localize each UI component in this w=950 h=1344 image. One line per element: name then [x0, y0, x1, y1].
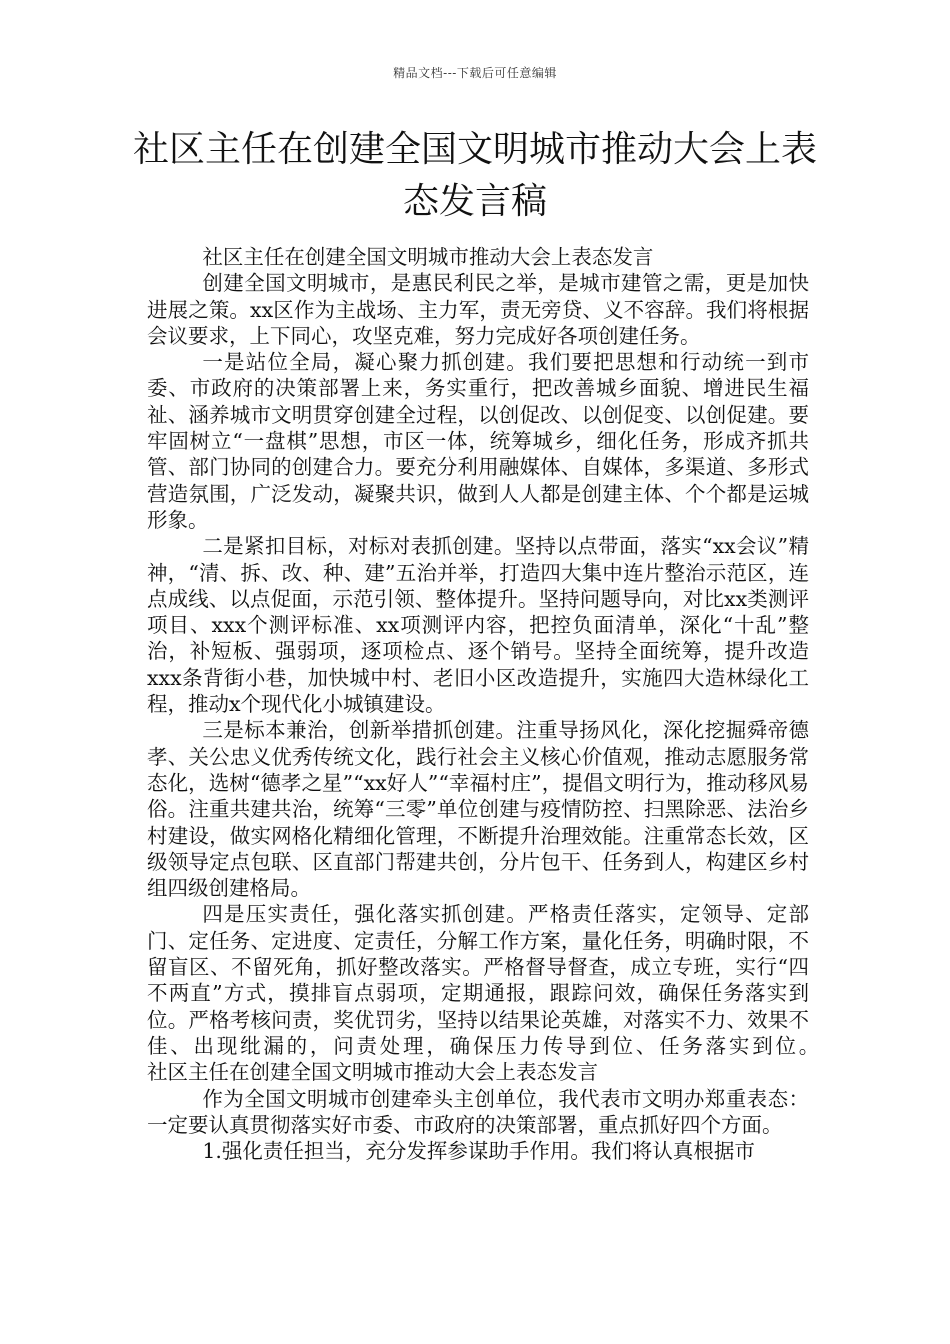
document-body [147, 244, 871, 1164]
header-note: 精品文档---下载后可任意编辑 [393, 66, 557, 80]
paragraph-point-one: 一是站位全局，凝心聚力抓创建。我们要把思想和行动统一到市委、市政府的决策部署上来，务实重行，把改善城乡面貌、增进民生福祉、涵养城市文明贯穿创建全过程，以创促改、以创促变、以创促建。要牢固树立“一盘棋”思想，市区一体，统筹城乡，细化任务，形成齐抓共管、部门协同的创建合力。要充分利用融媒体、自媒体，多渠道、多形式营造氛围，广泛发动，凝聚共识，做到人人都是创建主体、个个都是运城形象。 [147, 350, 809, 532]
paragraph-subtitle: 社区主任在创建全国文明城市推动大会上表态发言 [202, 245, 654, 269]
paragraph-point-two: 二是紧扣目标，对标对表抓创建。坚持以点带面，落实“xx会议”精神，“清、拆、改、种、建”五治并举，打造四大集中连片整治示范区，连点成线、以点促面，示范引领、整体提升。坚持问题导向，对比xx类测评项目、xxx个测评标准、xx项测评内容，把控负面清单，深化“十乱”整治，补短板、强弱项，逐项检点、逐个销号。坚持全面统筹，提升改造xxx条背街小巷，加快城中村、老旧小区改造提升，实施四大造林绿化工程，推动x个现代化小城镇建设。 [147, 534, 809, 717]
document-title: 社区主任在创建全国文明城市推动大会上表态发言稿 [132, 129, 817, 222]
paragraph-point-four: 四是压实责任，强化落实抓创建。严格责任落实，定领导、定部门、定任务、定进度、定责任，分解工作方案，量化任务，明确时限，不留盲区、不留死角，抓好整改落实。严格督导督查，成立专班，实行“四不两直”方式，摸排盲点弱项，定期通报，跟踪问效，确保任务落实到位。严格考核问责，奖优罚劣，坚持以结果论英雄，对落实不力、效果不佳、出现纰漏的，问责处理，确保压力传导到位、任务落实到位。 社区主任在创建全国文明城市推动大会上表态发言 [147, 902, 871, 1085]
paragraph-point-three: 三是标本兼治，创新举措抓创建。注重导扬风化，深化挖掘舜帝德孝、关公忠义优秀传统文化，践行社会主义核心价值观，推动志愿服务常态化，选树“德孝之星”“xx好人”“幸福村庄”，提倡文明行为，推动移风易俗。注重共建共治，统筹“三零”单位创建与疫情防控、扫黑除恶、法治乡村建设，做实网格化精细化管理，不断提升治理效能。注重常态长效，区级领导定点包联、区直部门帮建共创，分片包干、任务到人，构建区乡村组四级创建格局。 [147, 718, 809, 901]
paragraph-item-one: 1.强化责任担当，充分发挥参谋助手作用。我们将认真根据市 [202, 1139, 755, 1164]
paragraph-intro: 创建全国文明城市，是惠民利民之举，是城市建管之需，更是加快进展之策。xx区作为主战场、主力军，责无旁贷、义不容辞。我们将根据会议要求，上下同心，攻坚克难，努力完成好各项创建任务。 [147, 271, 809, 348]
paragraph-second-intro: 作为全国文明城市创建牵头主创单位，我代表市文明办郑重表态：一定要认真贯彻落实好市委、市政府的决策部署，重点抓好四个方面。 [147, 1086, 809, 1137]
